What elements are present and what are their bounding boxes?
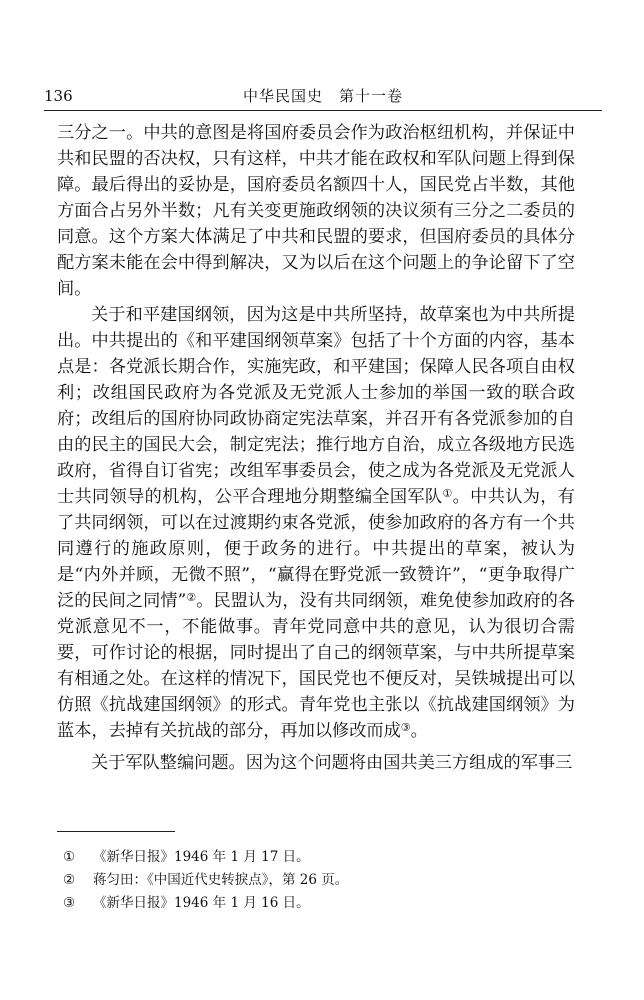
footnote-1-text: 《新华日报》1946 年 1 月 17 日。 xyxy=(93,849,310,865)
paragraph-2 xyxy=(57,302,575,744)
footnote-2-marker: ② xyxy=(63,872,76,888)
footnote-3-marker: ③ xyxy=(63,895,76,911)
page-number: 136 xyxy=(44,87,73,105)
paragraph-2-part-b: 。中共认为，有了共同纲领，可以在过渡期约束各党派，使参加政府的各方有一个共同遵行的施政原则，便于政务的进行。中共提出的草案，被认为是“内外并顾，无微不照”，“赢得在野党派一致赞许”，“更争取得广泛的民间之同情” xyxy=(57,487,575,611)
footnote-2 xyxy=(57,869,575,892)
paragraph-1: 三分之一。中共的意图是将国府委员会作为政治枢纽机构，并保证中共和民盟的否决权，只有这样，中共才能在政权和军队问题上得到保障。最后得出的妥协是，国府委员名额四十人，国民党占半数，其他方面合占另外半数；凡有关变更施政纲领的决议须有三分之二委员的同意。这个方案大体满足了中共和民盟的要求，但国府委员的具体分配方案未能在会中得到解决，又为以后在这个问题上的争论留下了空间。 xyxy=(57,123,575,299)
paragraph-2-part-c: 。民盟认为，没有共同纲领，难免使参加政府的各党派意见不一，不能做事。青年党同意中共的意见，认为很切合需要，可作讨论的根据，同时提出了自己的纲领草案，与中共所提草案有相通之处。在这样的情况下，国民党也不便反对，吴铁城提出可以仿照《抗战建国纲领》的形式。青年党也主张以《抗战建国纲领》为蓝本，去掉有关抗战的部分，再加以修改而成 xyxy=(57,591,575,741)
footnote-1-marker: ① xyxy=(63,849,76,865)
footnote-3-text: 《新华日报》1946 年 1 月 16 日。 xyxy=(93,895,310,911)
page-header xyxy=(44,86,602,112)
footnote-ref-3: ③ xyxy=(400,721,411,734)
footnote-rule xyxy=(57,831,175,832)
footnotes xyxy=(57,846,575,915)
running-title: 中华民国史 第十一卷 xyxy=(242,87,403,105)
body-text xyxy=(57,120,575,776)
paragraph-2-part-d: 。 xyxy=(410,721,428,741)
footnote-2-text: 蒋匀田：《中国近代史转捩点》，第 26 页。 xyxy=(93,872,349,888)
paragraph-3: 关于军队整编问题。因为这个问题将由国共美三方组成的军事三 xyxy=(91,753,573,773)
footnote-1 xyxy=(57,846,575,869)
footnote-3 xyxy=(57,892,575,915)
header-rule xyxy=(44,110,602,111)
footnote-ref-2: ② xyxy=(186,591,197,604)
paragraph-2-part-a: 关于和平建国纲领，因为这是中共所坚持，故草案也为中共所提出。中共提出的《和平建国纲领草案》包括了十个方面的内容，基本点是：各党派长期合作，实施宪政，和平建国；保障人民各项自由权利；改组国民政府为各党派及无党派人士参加的举国一致的联合政府；改组后的国府协同政协商定宪法草案，并召开有各党派参加的自由的民主的国民大会，制定宪法；推行地方自治，成立各级地方民选政府，省得自订省宪；改组军事委员会，使之成为各党派及无党派人士共同领导的机构，公平合理地分期整编全国军队 xyxy=(57,305,575,507)
footnote-ref-1: ① xyxy=(442,487,453,500)
